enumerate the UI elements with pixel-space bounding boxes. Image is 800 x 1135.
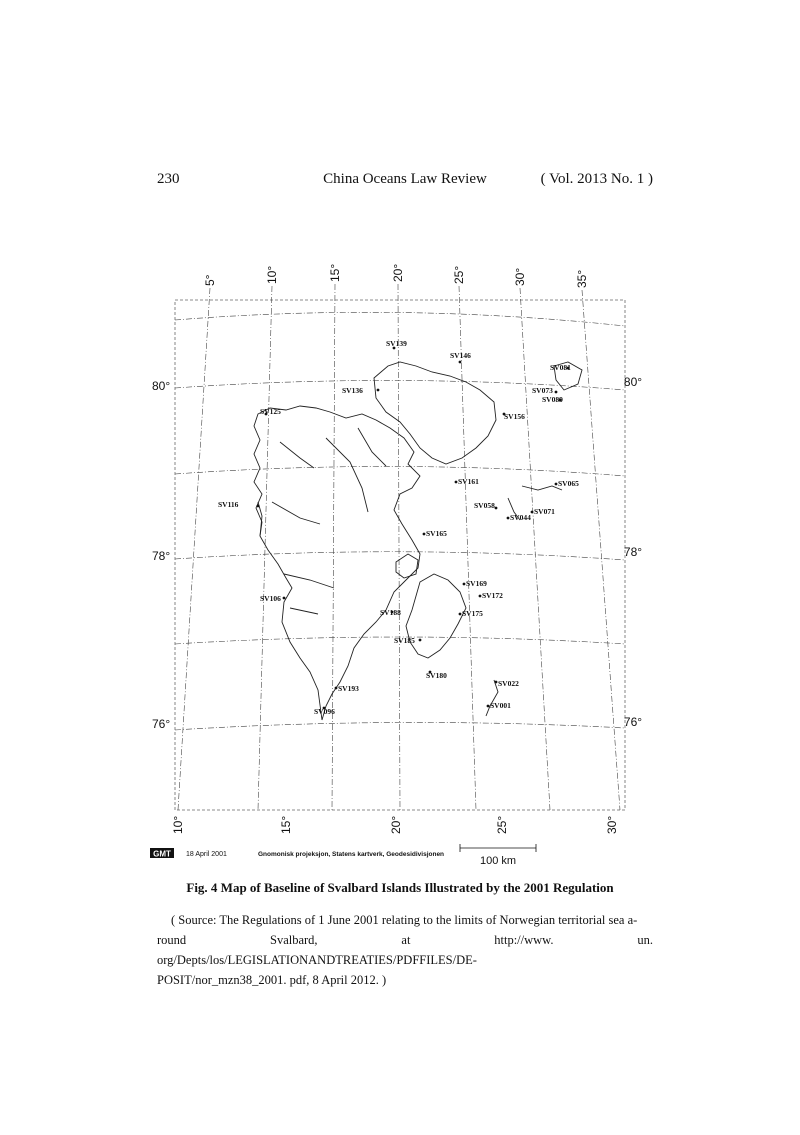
- point-marker: [487, 705, 490, 708]
- point-marker: [423, 533, 426, 536]
- point-label: SV089: [542, 395, 563, 404]
- figure-source: [157, 910, 653, 990]
- point-label: SV081: [550, 363, 571, 372]
- point-label: SV073: [532, 386, 553, 395]
- point-label: SV139: [386, 339, 407, 348]
- spitsbergen-outline: [254, 406, 420, 720]
- point-label: SV116: [218, 500, 239, 509]
- point-label: SV161: [458, 477, 479, 486]
- bottom-longitude-labels: [171, 816, 619, 834]
- point-label: SV044: [510, 513, 531, 522]
- edgeoya-outline: [406, 574, 466, 658]
- point-label: SV169: [466, 579, 487, 588]
- latitude-label: 78°: [152, 549, 171, 563]
- nordaustlandet-outline: [374, 362, 496, 464]
- longitude-label: 15°: [328, 263, 342, 282]
- point-marker: [377, 389, 380, 392]
- point-marker: [495, 681, 498, 684]
- running-header: [157, 171, 653, 193]
- source-line-1: ( Source: The Regulations of 1 June 2001 relating to the limits of Norwegian territorial sea a-: [171, 913, 638, 927]
- point-label: SV185: [394, 636, 415, 645]
- point-marker: [479, 595, 482, 598]
- top-longitude-labels: [203, 264, 589, 288]
- point-marker: [507, 517, 510, 520]
- point-marker: [335, 687, 338, 690]
- point-marker: [463, 583, 466, 586]
- point-marker: [455, 481, 458, 484]
- point-marker: [555, 391, 558, 394]
- longitude-label: 25°: [452, 265, 466, 284]
- point-label: SV001: [490, 701, 511, 710]
- point-label: SV065: [558, 479, 579, 488]
- figure-caption: Fig. 4 Map of Baseline of Svalbard Islands Illustrated by the 2001 Regulation: [186, 880, 614, 895]
- point-label: SV165: [426, 529, 447, 538]
- journal-title: China Oceans Law Review: [323, 171, 487, 187]
- source-line-3: POSIT/nor_mzn38_2001. pdf, 8 April 2012. ): [157, 973, 387, 987]
- point-label: SV146: [450, 351, 471, 360]
- longitude-label: 15°: [279, 815, 293, 834]
- point-marker: [495, 507, 498, 510]
- latitude-label: 76°: [152, 717, 171, 731]
- point-label: SV156: [504, 412, 525, 421]
- map-projection-credit: Gnomonisk projeksjon, Statens kartverk, Geodesidivisjonen: [258, 851, 445, 858]
- latitude-label: 80°: [152, 379, 171, 393]
- longitude-label: 20°: [391, 263, 405, 282]
- longitude-label: 30°: [513, 267, 527, 286]
- longitude-label: 5°: [203, 274, 217, 286]
- point-label: SV193: [338, 684, 359, 693]
- longitude-label: 10°: [171, 815, 185, 834]
- point-marker: [257, 505, 260, 508]
- volume-info: ( Vol. 2013 No. 1 ): [540, 171, 653, 187]
- latitude-labels: [152, 375, 642, 731]
- source-line-2: round Svalbard, at http://www. un. org/Depts/los/LEGISLATIONANDTREATIES/PDFFILES/DE-: [157, 933, 653, 967]
- point-label: SV125: [260, 407, 281, 416]
- longitude-label: 10°: [265, 265, 279, 284]
- point-marker: [459, 613, 462, 616]
- point-marker: [531, 511, 534, 514]
- latitude-label: 76°: [623, 715, 643, 729]
- point-label: SV071: [534, 507, 555, 516]
- latitude-label: 78°: [623, 545, 643, 559]
- point-label: SV136: [342, 386, 363, 395]
- gmt-badge-text: GMT: [153, 849, 171, 859]
- map-footer: [150, 844, 536, 867]
- point-label: SV175: [462, 609, 483, 618]
- scale-label: 100 km: [479, 855, 517, 867]
- svalbard-baseline-map: [150, 262, 643, 872]
- point-marker: [555, 483, 558, 486]
- coastlines: [254, 362, 582, 720]
- longitude-label: 25°: [495, 815, 509, 834]
- baseline-point-markers: [257, 347, 570, 710]
- point-marker: [419, 639, 422, 642]
- point-label: SV172: [482, 591, 503, 600]
- point-label: SV096: [314, 707, 335, 716]
- map-date: 18 April 2001: [186, 851, 227, 858]
- longitude-label: 35°: [575, 269, 589, 288]
- point-label: SV022: [498, 679, 519, 688]
- longitude-label: 20°: [389, 815, 403, 834]
- latitude-label: 80°: [623, 375, 643, 389]
- point-label: SV058: [474, 501, 495, 510]
- point-marker: [459, 361, 462, 364]
- point-label: SV188: [380, 608, 401, 617]
- point-label: SV180: [426, 671, 447, 680]
- page-number: 230: [157, 171, 180, 187]
- longitude-label: 30°: [605, 815, 619, 834]
- point-label: SV106: [260, 594, 281, 603]
- point-marker: [283, 597, 286, 600]
